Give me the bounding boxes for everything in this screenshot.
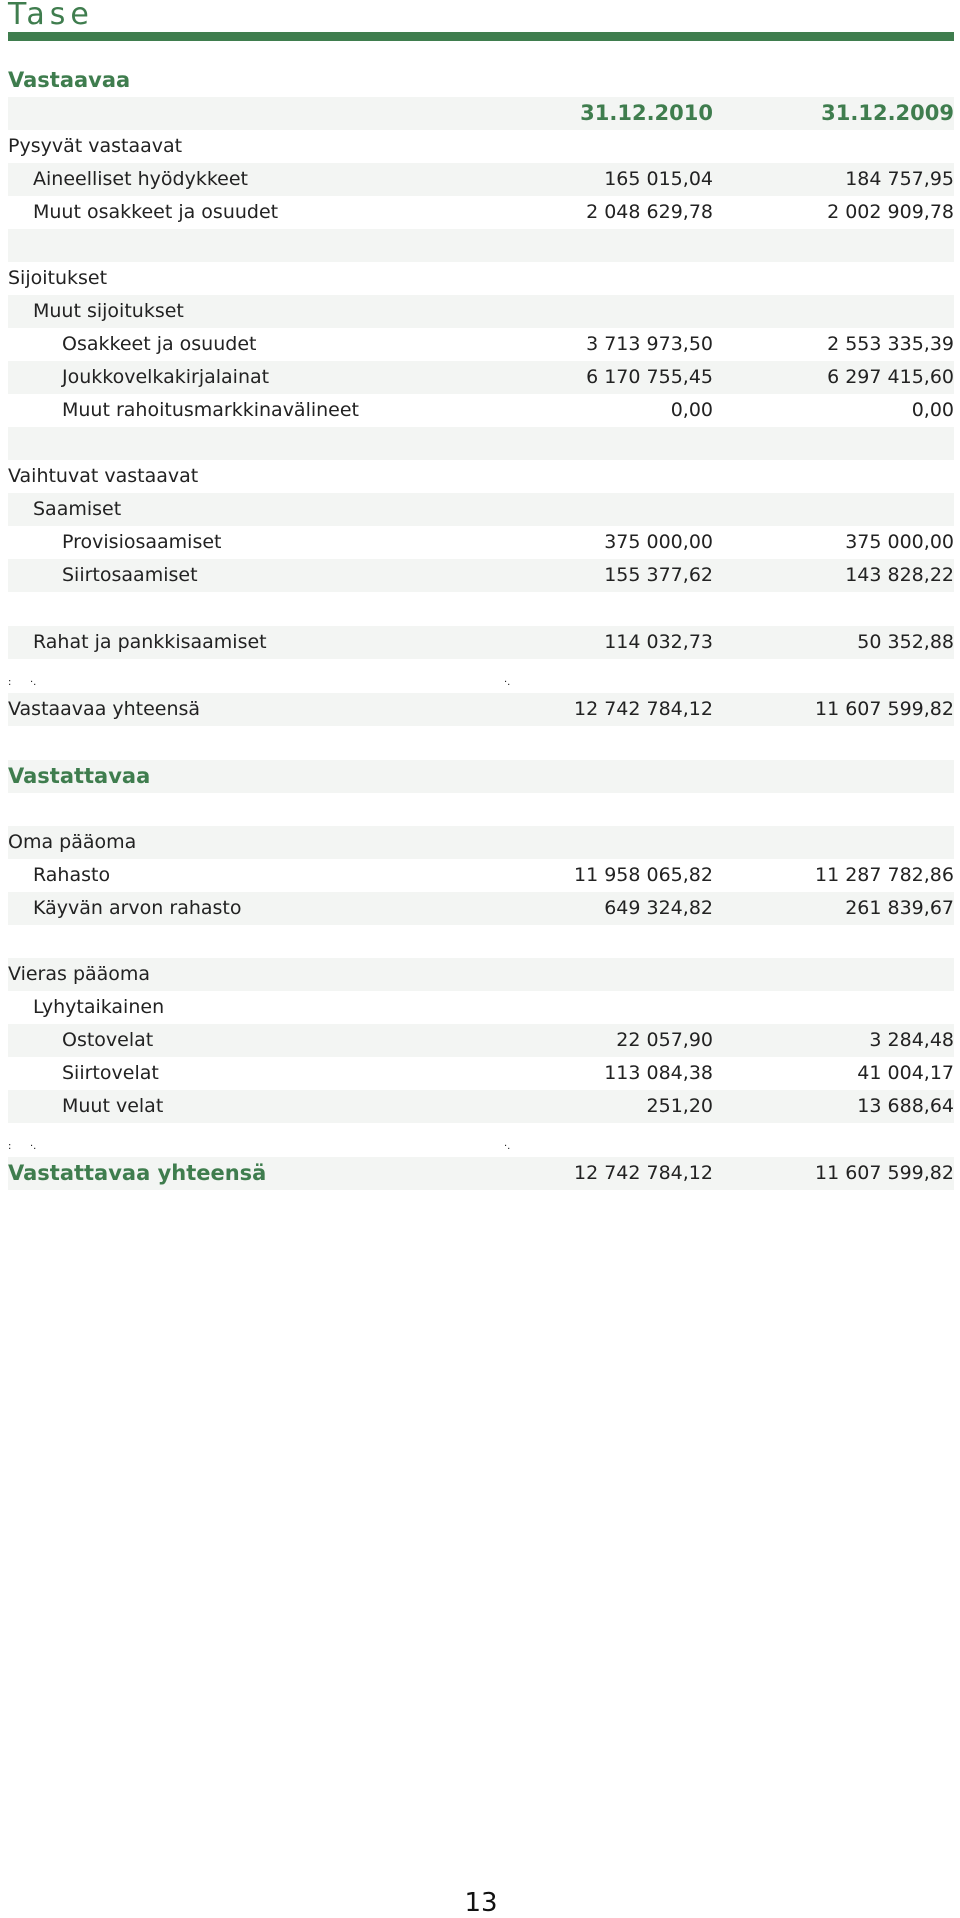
table-row (8, 1090, 954, 1123)
row-label: Siirtovelat (62, 1062, 159, 1084)
balance-sheet-page (8, 0, 954, 1918)
investments-heading: Sijoitukset (8, 267, 108, 289)
row-label: Muut osakkeet ja osuudet (33, 201, 279, 223)
value-2010: 2 048 629,78 (586, 201, 713, 223)
row-label: Provisiosaamiset (62, 531, 222, 553)
value-2009: 13 688,64 (857, 1095, 954, 1117)
value-2010: 0,00 (670, 399, 713, 421)
table-row (8, 1024, 954, 1057)
equity-heading: Oma pääoma (8, 831, 137, 853)
liabilities-total-label: Vastattavaa yhteensä (8, 1161, 267, 1185)
value-2009: 3 284,48 (869, 1029, 954, 1051)
value-2010: 22 057,90 (616, 1029, 713, 1051)
row-label: Aineelliset hyödykkeet (33, 168, 248, 190)
value-2010: 165 015,04 (604, 168, 713, 190)
value-2010: 375 000,00 (604, 531, 713, 553)
table-row (8, 163, 954, 196)
assets-total-row (8, 693, 954, 726)
liabilities-heading: Vastattavaa (8, 764, 151, 788)
table-row (8, 526, 954, 559)
row-label: Joukkovelkakirjalainat (62, 366, 270, 388)
row-label: Siirtosaamiset (62, 564, 198, 586)
value-2010: 11 958 065,82 (573, 864, 713, 886)
value-2010: 3 713 973,50 (586, 333, 713, 355)
value-2009: 375 000,00 (845, 531, 954, 553)
row-label: Muut rahoitusmarkkinavälineet (62, 399, 360, 421)
table-row (8, 859, 954, 892)
value-2010: 155 377,62 (604, 564, 713, 586)
fixed-assets-heading-row (8, 130, 954, 163)
column-header-2009: 31.12.2009 (821, 101, 954, 125)
row-label: Rahat ja pankkisaamiset (33, 631, 267, 653)
equity-heading-row (8, 826, 954, 859)
fixed-assets-heading: Pysyvät vastaavat (8, 135, 183, 157)
value-2010: 114 032,73 (604, 631, 713, 653)
other-investments-heading: Muut sijoitukset (33, 300, 184, 322)
table-row (8, 394, 954, 427)
debt-heading: Vieras pääoma (8, 963, 151, 985)
table-row (8, 559, 954, 592)
debt-heading-row (8, 958, 954, 991)
value-2009: 0,00 (911, 399, 954, 421)
row-label: Osakkeet ja osuudet (62, 333, 257, 355)
receivables-heading: Saamiset (33, 498, 122, 520)
dot-marks: : ·. ·. (8, 677, 511, 688)
table-row (8, 196, 954, 229)
value-2010: 12 742 784,12 (573, 698, 713, 720)
short-term-heading: Lyhytaikainen (33, 996, 165, 1018)
receivables-heading-row (8, 493, 954, 526)
row-label: Muut velat (62, 1095, 164, 1117)
table-row (8, 361, 954, 394)
row-label: Rahasto (33, 864, 111, 886)
dot-marks: : ·. ·. (8, 1141, 511, 1152)
value-2010: 251,20 (646, 1095, 713, 1117)
table-row (8, 626, 954, 659)
value-2009: 41 004,17 (857, 1062, 954, 1084)
assets-heading-row (8, 64, 954, 97)
value-2009: 6 297 415,60 (827, 366, 954, 388)
value-2010: 12 742 784,12 (573, 1162, 713, 1184)
spacer-row (8, 427, 954, 460)
liabilities-heading-row (8, 760, 954, 793)
assets-total-label: Vastaavaa yhteensä (8, 698, 201, 720)
value-2009: 184 757,95 (845, 168, 954, 190)
value-2009: 2 553 335,39 (827, 333, 954, 355)
row-label: Käyvän arvon rahasto (33, 897, 242, 919)
title-rule (8, 32, 954, 41)
value-2009: 2 002 909,78 (827, 201, 954, 223)
value-2009: 11 607 599,82 (814, 698, 954, 720)
table-row (8, 328, 954, 361)
value-2010: 6 170 755,45 (586, 366, 713, 388)
table-row (8, 892, 954, 925)
row-label: Ostovelat (62, 1029, 154, 1051)
value-2009: 50 352,88 (857, 631, 954, 653)
spacer-row (8, 229, 954, 262)
value-2009: 11 607 599,82 (814, 1162, 954, 1184)
value-2009: 261 839,67 (845, 897, 954, 919)
value-2010: 113 084,38 (604, 1062, 713, 1084)
value-2009: 11 287 782,86 (814, 864, 954, 886)
value-2010: 649 324,82 (604, 897, 713, 919)
short-term-heading-row (8, 991, 954, 1024)
column-header-2010: 31.12.2010 (580, 101, 713, 125)
page-title: Tase (8, 0, 94, 32)
liabilities-total-row (8, 1157, 954, 1190)
value-2009: 143 828,22 (845, 564, 954, 586)
other-investments-heading-row (8, 295, 954, 328)
investments-heading-row (8, 262, 954, 295)
column-header-row (8, 97, 954, 130)
page-number: 13 (464, 1888, 498, 1918)
current-assets-heading-row (8, 460, 954, 493)
table-row (8, 1057, 954, 1090)
assets-heading: Vastaavaa (8, 68, 131, 92)
current-assets-heading: Vaihtuvat vastaavat (8, 465, 199, 487)
